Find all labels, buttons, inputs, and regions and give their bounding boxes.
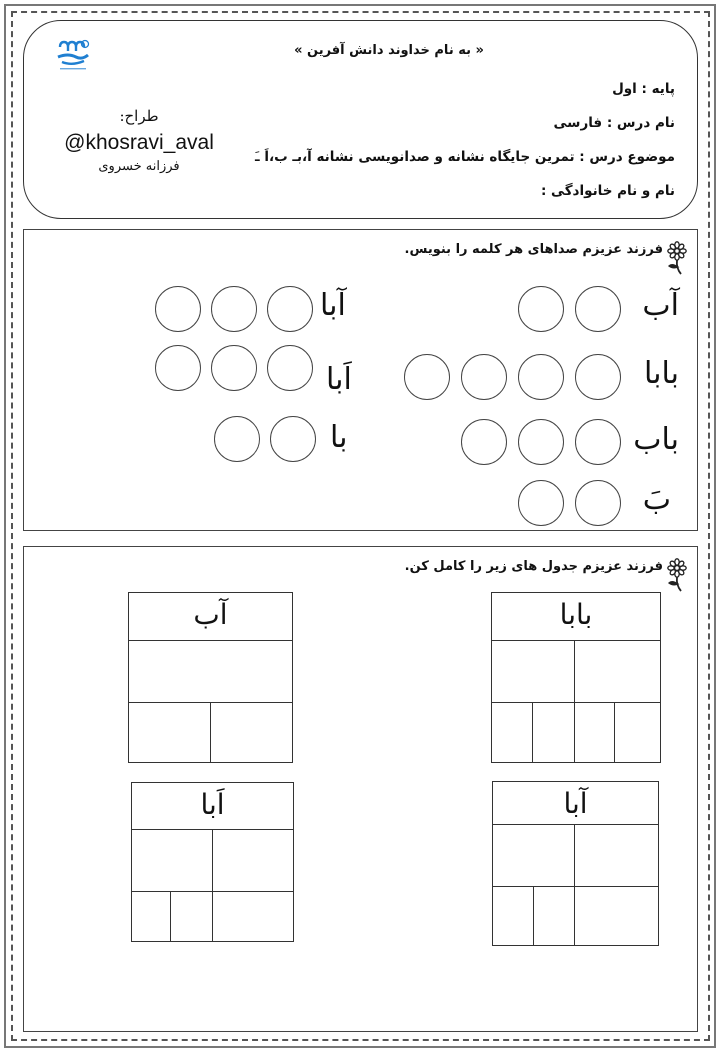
table-divider: [212, 829, 213, 941]
table-divider: [532, 702, 533, 762]
answer-circle[interactable]: [575, 354, 621, 400]
answer-circle[interactable]: [461, 354, 507, 400]
table-word: اَبا: [200, 788, 225, 821]
answer-circle[interactable]: [404, 354, 450, 400]
answer-circle[interactable]: [518, 354, 564, 400]
designer-credit: [54, 107, 224, 174]
table-word: بابا: [559, 598, 593, 631]
table-divider: [129, 640, 292, 641]
worksheet-header: [23, 20, 698, 219]
publisher-logo-icon: [54, 39, 92, 73]
flower-icon: [665, 240, 689, 276]
subject-line: نام درس : فارسی: [553, 115, 675, 131]
word-bab: باب: [633, 422, 679, 457]
table-divider: [533, 886, 534, 945]
designer-label: طراح:: [119, 107, 159, 125]
table-divider: [614, 702, 615, 762]
answer-circle[interactable]: [211, 345, 257, 391]
table-word: آبا: [563, 787, 588, 820]
section2-instruction: [405, 557, 689, 593]
answer-circle[interactable]: [155, 286, 201, 332]
table-completion-section: [23, 546, 698, 1032]
word-ba: با: [330, 420, 348, 455]
lesson-info: [235, 79, 675, 215]
section2-instruction-text: فرزند عزیزم جدول های زیر را کامل کن.: [404, 559, 663, 574]
answer-circle[interactable]: [211, 286, 257, 332]
table-divider: [574, 640, 575, 762]
answer-circle[interactable]: [518, 286, 564, 332]
section1-instruction-text: فرزند عزیزم صداهای هر کلمه را بنویس.: [404, 242, 663, 257]
table-divider: [493, 886, 658, 887]
word-aba: آبا: [320, 288, 346, 323]
table-divider: [170, 891, 171, 941]
word-table-aaba: [492, 781, 659, 946]
grade-line: پایه : اول: [612, 81, 675, 97]
answer-circle[interactable]: [270, 416, 316, 462]
answer-circle[interactable]: [575, 419, 621, 465]
designer-handle: @khosravi_aval: [64, 131, 214, 154]
word-ba-fatha: بَ: [642, 482, 671, 517]
answer-circle[interactable]: [575, 286, 621, 332]
designer-name: فرزانه خسروی: [98, 159, 180, 174]
word-table-ab: [128, 592, 293, 763]
word-aba-fatha: اَبا: [326, 362, 352, 397]
table-divider: [574, 824, 575, 945]
word-table-aba: [131, 782, 294, 942]
topic-line: موضوع درس : تمرین جایگاه نشانه و صدانویسی نشانه آ،بـ ب،اَ ـَ: [255, 149, 675, 165]
sound-writing-section: [23, 229, 698, 531]
student-name-line: نام و نام خانوادگی :: [540, 183, 675, 199]
answer-circle[interactable]: [575, 480, 621, 526]
table-divider: [210, 702, 211, 762]
table-divider: [493, 824, 658, 825]
flower-icon: [665, 557, 689, 593]
answer-circle[interactable]: [214, 416, 260, 462]
answer-circle[interactable]: [155, 345, 201, 391]
word-table-baba: [491, 592, 661, 763]
header-title: « به نام خداوند دانش آفرین »: [294, 43, 484, 58]
answer-circle[interactable]: [518, 480, 564, 526]
table-divider: [492, 702, 660, 703]
answer-circle[interactable]: [461, 419, 507, 465]
answer-circle[interactable]: [267, 286, 313, 332]
table-divider: [492, 640, 660, 641]
answer-circle[interactable]: [267, 345, 313, 391]
word-baba: بابا: [644, 356, 679, 391]
section1-instruction: [405, 240, 689, 276]
table-word: آب: [193, 598, 228, 631]
answer-circle[interactable]: [518, 419, 564, 465]
word-ab: آب: [642, 288, 679, 323]
